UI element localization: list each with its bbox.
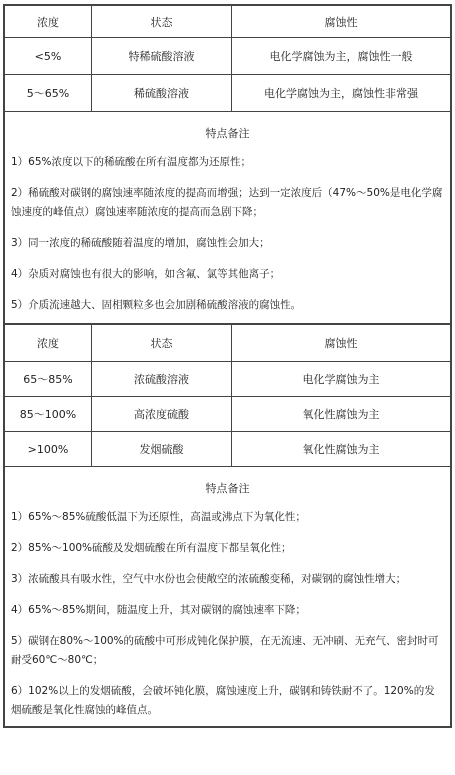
cell-corrosivity: 电化学腐蚀为主 [232, 362, 451, 397]
note-item: 3）同一浓度的稀硫酸随着温度的增加，腐蚀性会加大； [11, 237, 270, 249]
cell-concentration: 65～85% [5, 362, 92, 397]
note-item: 3）浓硫酸具有吸水性，空气中水份也会使敞空的浓硫酸变稀，对碳钢的腐蚀性增大； [11, 573, 407, 585]
header-state: 状态 [92, 325, 232, 362]
header-concentration: 浓度 [5, 6, 92, 38]
note-item: 2）85%～100%硫酸及发烟硫酸在所有温度下都呈氧化性； [11, 542, 292, 554]
note-item: 4）杂质对腐蚀也有很大的影响，如含氟、氯等其他离子； [11, 268, 281, 280]
cell-state: 浓硫酸溶液 [92, 362, 232, 397]
header-corrosivity: 腐蚀性 [232, 325, 451, 362]
table-row [5, 38, 451, 75]
note-item: 2）稀硫酸对碳钢的腐蚀速率随浓度的提高而增强；达到一定浓度后（47%～50%是电化学腐蚀速度的峰值点）腐蚀速率随浓度的提高而急剧下降； [11, 187, 443, 218]
note-item: 5）碳钢在80%～100%的硫酸中可形成钝化保护膜，在无流速、无冲刷、无充气、密封时可耐受60℃～80℃； [11, 635, 439, 666]
note-item: 1）65%浓度以下的稀硫酸在所有温度都为还原性； [11, 156, 252, 168]
notes-title: 特点备注 [205, 127, 250, 140]
notes-title: 特点备注 [205, 482, 250, 495]
cell-state: 稀硫酸溶液 [92, 75, 232, 112]
table-row [5, 432, 451, 467]
table-dilute-acid [4, 5, 451, 112]
note-item: 5）介质流速越大、固相颗粒多也会加剧稀硫酸溶液的腐蚀性。 [11, 299, 302, 311]
table-concentrated-acid [4, 324, 451, 467]
sulfuric-acid-corrosion-sheet [3, 4, 452, 728]
note-item: 4）65%～85%期间，随温度上升，其对碳钢的腐蚀速率下降； [11, 604, 306, 616]
cell-concentration: 5～65% [5, 75, 92, 112]
cell-state: 高浓度硫酸 [92, 397, 232, 432]
header-corrosivity: 腐蚀性 [232, 6, 451, 38]
cell-concentration: <5% [5, 38, 92, 75]
note-item: 6）102%以上的发烟硫酸，会破坏钝化膜，腐蚀速度上升，碳钢和铸铁耐不了。120%的发烟硫酸是氧化性腐蚀的峰值点。 [11, 685, 435, 716]
header-concentration: 浓度 [5, 325, 92, 362]
cell-corrosivity: 电化学腐蚀为主，腐蚀性一般 [232, 38, 451, 75]
cell-corrosivity: 电化学腐蚀为主，腐蚀性非常强 [232, 75, 451, 112]
cell-state: 特稀硫酸溶液 [92, 38, 232, 75]
cell-state: 发烟硫酸 [92, 432, 232, 467]
table-header-row [5, 6, 451, 38]
table-row [5, 362, 451, 397]
cell-concentration: >100% [5, 432, 92, 467]
cell-concentration: 85～100% [5, 397, 92, 432]
notes-dilute-acid [4, 112, 451, 324]
notes-concentrated-acid [4, 467, 451, 727]
table-row [5, 397, 451, 432]
table-header-row [5, 325, 451, 362]
table-row [5, 75, 451, 112]
cell-corrosivity: 氧化性腐蚀为主 [232, 397, 451, 432]
cell-corrosivity: 氧化性腐蚀为主 [232, 432, 451, 467]
header-state: 状态 [92, 6, 232, 38]
note-item: 1）65%～85%硫酸低温下为还原性，高温或沸点下为氧化性； [11, 511, 306, 523]
